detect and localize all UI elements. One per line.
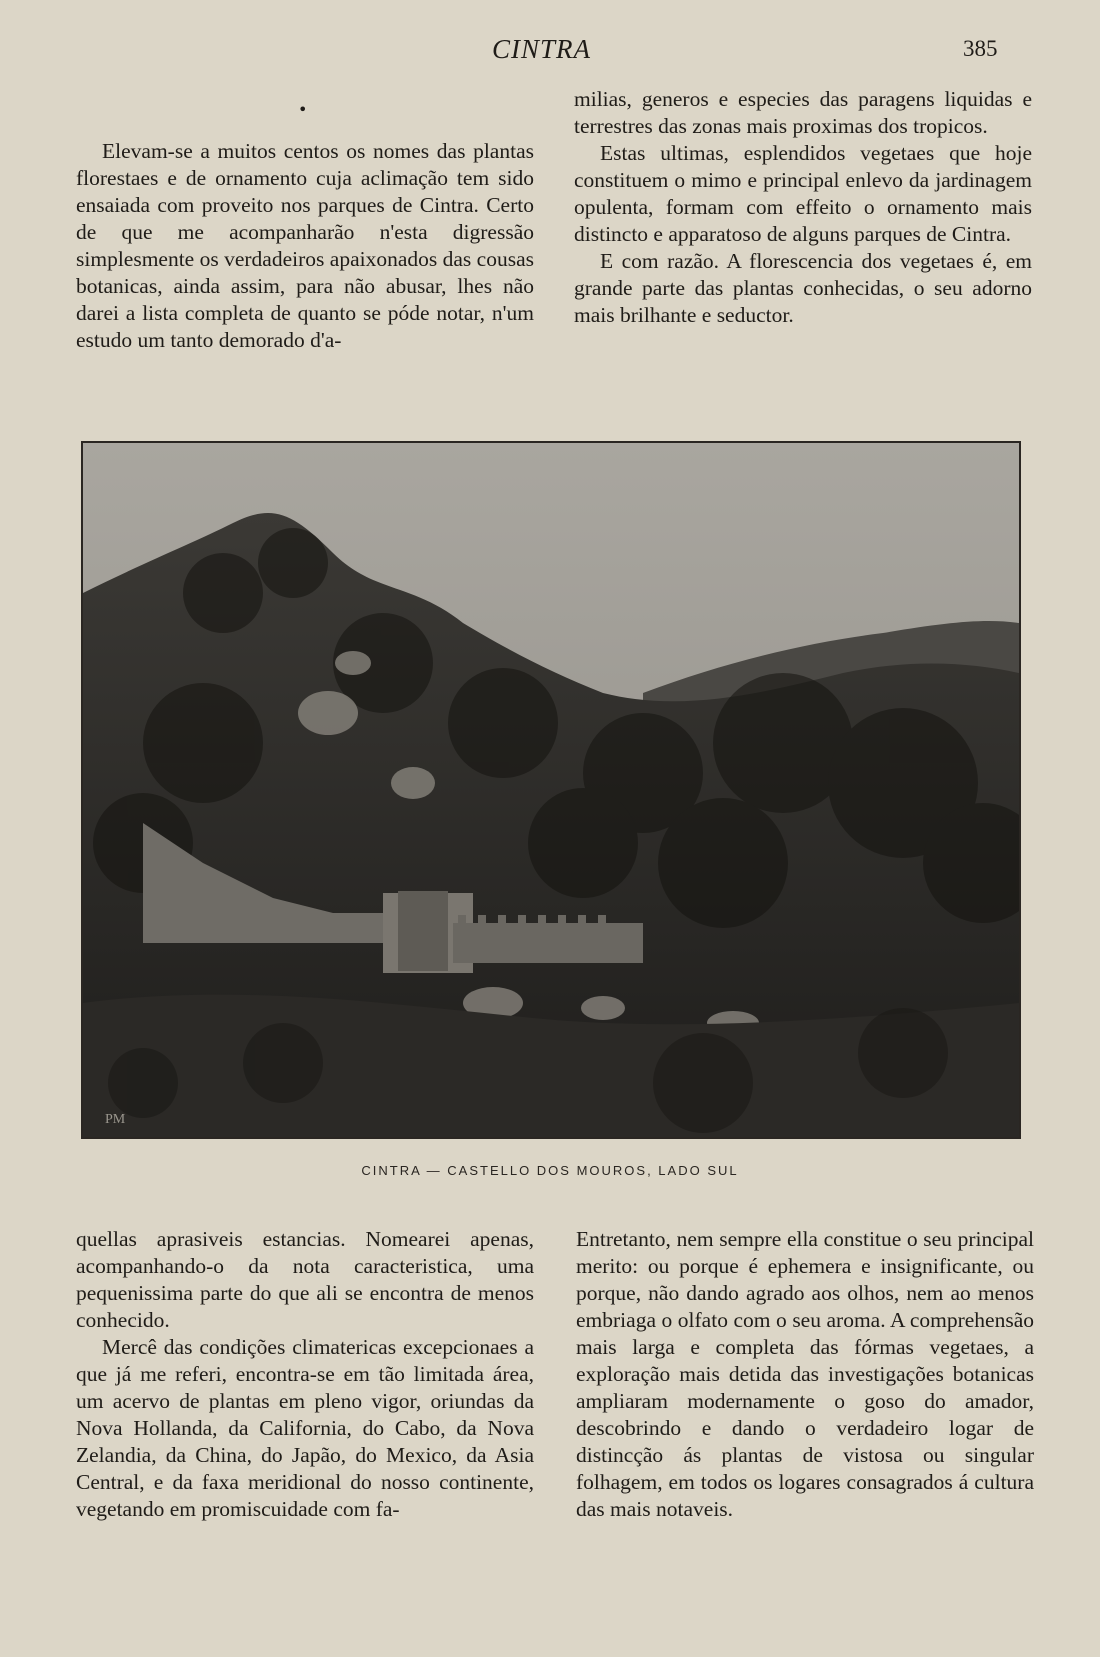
paragraph: E com razão. A florescencia dos vegetaes é, em grande parte das plantas conhecidas, o seu adorno mais brilhante e seductor. (574, 249, 1032, 327)
ornament-dot: • (298, 100, 308, 119)
paragraph: Elevam-se a muitos centos os nomes das plantas florestaes e de ornamento cuja aclimação tem sido ensaiada com proveito nos parques de Cintra. Certo de que me acompanharão n'esta digressão simplesmente os verdadeiros apaixonados das cousas botanicas, ainda assim, para não abusar, lhes não darei a lista completa de quanto se póde notar, n'um estudo um tanto demorado d'a- (76, 139, 534, 352)
paragraph: Estas ultimas, esplendidos vegetaes que hoje constituem o mimo e principal enlevo da jardinagem opulenta, formam com effeito o ornamento mais distincto e apparatoso de alguns parques de Cintra. (574, 141, 1032, 246)
running-title: CINTRA (492, 34, 592, 64)
figure-caption: CINTRA — CASTELLO DOS MOUROS, LADO SUL (361, 1163, 739, 1178)
column-bottom-right (576, 1226, 1034, 1523)
paragraph: quellas aprasiveis estancias. Nomearei apenas, acompanhando-o da nota caracteristica, uma pequenissima parte do que ali se encontra de menos conhecido. (76, 1227, 534, 1332)
column-top-left (76, 138, 534, 354)
photograph-castle (81, 441, 1021, 1139)
page-number: 385 (963, 36, 998, 61)
running-head (0, 30, 1100, 70)
column-bottom-left (76, 1226, 534, 1523)
paragraph: Mercê das condições climatericas excepcionaes a que já me referi, encontra-se em tão limitada área, um acervo de plantas em pleno vigor, oriundas da Nova Hollanda, da California, do Cabo, da Nova Zelandia, da China, do Japão, do Mexico, da Asia Central, e da faxa meridional do nosso continente, vegetando em promiscuidade com fa- (76, 1335, 534, 1521)
photograph-illustration (83, 443, 1019, 1137)
photograph-signature: PM (105, 1112, 126, 1127)
column-top-right (574, 86, 1032, 329)
paragraph: milias, generos e especies das paragens liquidas e terrestres das zonas mais proximas dos tropicos. (574, 87, 1032, 138)
paragraph: Entretanto, nem sempre ella constitue o seu principal merito: ou porque é ephemera e insignificante, ou porque, não dando agrado aos olhos, nem ao menos embriaga o olfato com o seu aroma. A comprehensão mais larga e completa das fórmas vegetaes, a exploração mais detida das investigações botanicas ampliaram modernamente o goso do amador, descobrindo e dando o verdadeiro logar de distincção ás plantas de vistosa ou singular folhagem, em todos os logares consagrados á cultura das mais notaveis. (576, 1227, 1034, 1521)
